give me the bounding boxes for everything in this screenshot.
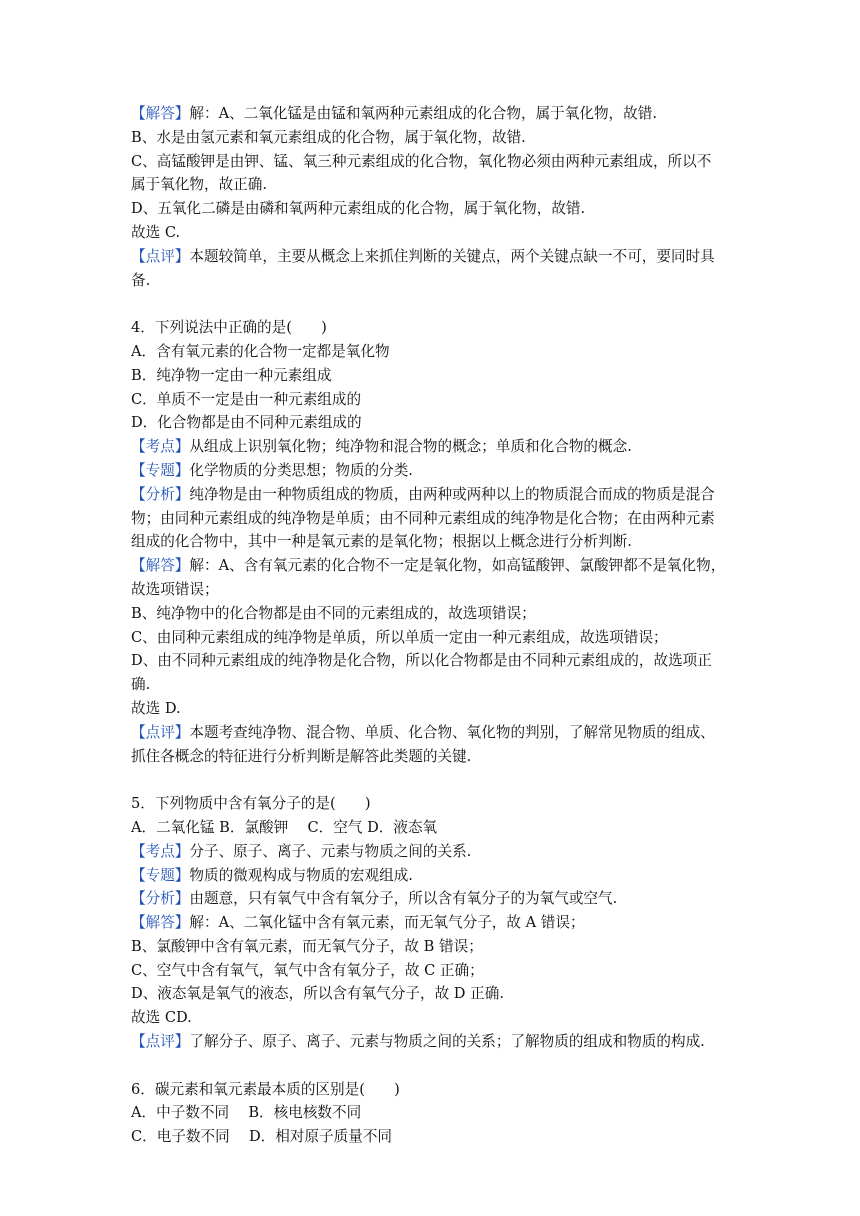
q4-stem: 4．下列说法中正确的是( ) <box>131 319 327 337</box>
q5-answer-line: 故选 CD. <box>131 1009 192 1027</box>
answer-tag: 【解答】 <box>131 914 190 932</box>
q5-topic-text: 物质的微观构成与物质的宏观组成. <box>189 866 413 884</box>
q4-answer-line: 故选 D. <box>131 699 181 717</box>
q4-option-c: C．单质不一定是由一种元素组成的 <box>131 390 362 408</box>
q5-point-line <box>131 840 731 864</box>
q4-answer-line <box>131 554 731 578</box>
q5-stem: 5．下列物质中含有氧分子的是( ) <box>131 795 371 813</box>
q5-point-text: 分子、原子、离子、元素与物质之间的关系. <box>189 842 472 860</box>
q4-answer-line: B、纯净物中的化合物都是由不同的元素组成的，故选项错误； <box>131 604 536 622</box>
q3-answer-line <box>131 102 731 126</box>
q4-topic-text: 化学物质的分类思想；物质的分类. <box>189 461 413 479</box>
q3-answer-line: 属于氧化物，故正确. <box>131 176 267 194</box>
q4-topic-line <box>131 459 731 483</box>
q4-point-line <box>131 435 731 459</box>
q5-options: A．二氧化锰 B．氯酸钾 C．空气 D．液态氧 <box>131 818 438 836</box>
analysis-tag: 【分析】 <box>131 890 190 908</box>
q4-option-b: B．纯净物一定由一种元素组成 <box>131 366 332 384</box>
spacer <box>131 1054 731 1078</box>
q4-answer-line: 确. <box>131 676 151 694</box>
q3-comment-text: 本题较简单，主要从概念上来抓住判断的关键点，两个关键点缺一不可，要同时具 <box>189 247 715 265</box>
q3-answer-text: 解：A、二氧化锰是由锰和氧两种元素组成的化合物，属于氧化物，故错. <box>189 105 657 122</box>
q5-comment-line <box>131 1030 731 1054</box>
analysis-tag: 【分析】 <box>131 485 190 503</box>
answer-tag: 【解答】 <box>131 105 190 122</box>
q5-answer-line: B、氯酸钾中含有氧元素，而无氧气分子，故 B 错误； <box>131 937 483 955</box>
answer-tag: 【解答】 <box>131 557 190 575</box>
q4-comment-text: 本题考查纯净物、混合物、单质、化合物、氧化物的判别，了解常见物质的组成、 <box>189 723 715 741</box>
q5-answer-text: 解：A、二氧化锰中含有氧元素，而无氧气分子，故 A 错误； <box>189 914 585 932</box>
q5-analysis-text: 由题意，只有氧气中含有氧分子，所以含有氧分子的为氧气或空气. <box>189 890 618 908</box>
q6-options-row: C．电子数不同 D．相对原子质量不同 <box>131 1128 393 1146</box>
comment-tag: 【点评】 <box>131 1033 190 1051</box>
q3-answer-line: 故选 C. <box>131 223 181 241</box>
q4-point-text: 从组成上识别氧化物；纯净物和混合物的概念；单质和化合物的概念. <box>189 438 632 456</box>
q5-topic-line <box>131 864 731 888</box>
q4-analysis-line: 物；由同种元素组成的纯净物是单质；由不同种元素组成的纯净物是化合物；在由两种元素 <box>131 509 715 527</box>
q5-answer-line: C、空气中含有氧气，氧气中含有氧分子，故 C 正确； <box>131 961 484 979</box>
spacer <box>131 768 731 792</box>
topic-tag: 【专题】 <box>131 461 190 479</box>
q6-options-row: A．中子数不同 B．核电核数不同 <box>131 1104 362 1122</box>
q3-answer-line: C、高锰酸钾是由钾、锰、氧三种元素组成的化合物，氧化物必须由两种元素组成，所以不 <box>131 152 712 170</box>
q4-answer-line: C、由同种元素组成的纯净物是单质，所以单质一定由一种元素组成，故选项错误； <box>131 628 668 646</box>
q4-analysis-text: 纯净物是由一种物质组成的物质，由两种或两种以上的物质混合而成的物质是混合 <box>189 485 715 503</box>
q5-answer-line: D、液态氧是氧气的液态，所以含有氧气分子，故 D 正确. <box>131 985 504 1003</box>
q4-option-a: A．含有氧元素的化合物一定都是氧化物 <box>131 342 390 360</box>
q4-comment-line: 抓住各概念的特征进行分析判断是解答此类题的关键. <box>131 747 472 765</box>
topic-tag: 【专题】 <box>131 866 190 884</box>
q6-stem: 6．碳元素和氧元素最本质的区别是( ) <box>131 1080 400 1098</box>
q3-comment-line <box>131 245 731 269</box>
comment-tag: 【点评】 <box>131 723 190 741</box>
point-tag: 【考点】 <box>131 842 190 860</box>
q5-analysis-line <box>131 887 731 911</box>
q5-comment-text: 了解分子、原子、离子、元素与物质之间的关系；了解物质的组成和物质的构成. <box>189 1033 705 1051</box>
comment-tag: 【点评】 <box>131 247 190 265</box>
q4-analysis-line: 组成的化合物中，其中一种是氧元素的是氧化物；根据以上概念进行分析判断. <box>131 533 632 551</box>
q4-analysis-line <box>131 483 731 507</box>
point-tag: 【考点】 <box>131 438 190 456</box>
q4-answer-line: D、由不同种元素组成的纯净物是化合物，所以化合物都是由不同种元素组成的，故选项正 <box>131 652 712 670</box>
q4-option-d: D．化合物都是由不同种元素组成的 <box>131 414 362 432</box>
document-page <box>131 102 731 1149</box>
q5-answer-line <box>131 911 731 935</box>
q3-answer-line: D、五氧化二磷是由磷和氧两种元素组成的化合物，属于氧化物，故错. <box>131 200 586 218</box>
spacer <box>131 292 731 316</box>
q4-answer-text: 解：A、含有氧元素的化合物不一定是氧化物，如高锰酸钾、氯酸钾都不是氧化物， <box>189 557 726 575</box>
q4-comment-line <box>131 721 731 745</box>
q3-comment-line: 备. <box>131 271 151 289</box>
q4-answer-line: 故选项错误； <box>131 580 219 598</box>
q3-answer-line: B、水是由氢元素和氧元素组成的化合物，属于氧化物，故错. <box>131 128 526 146</box>
